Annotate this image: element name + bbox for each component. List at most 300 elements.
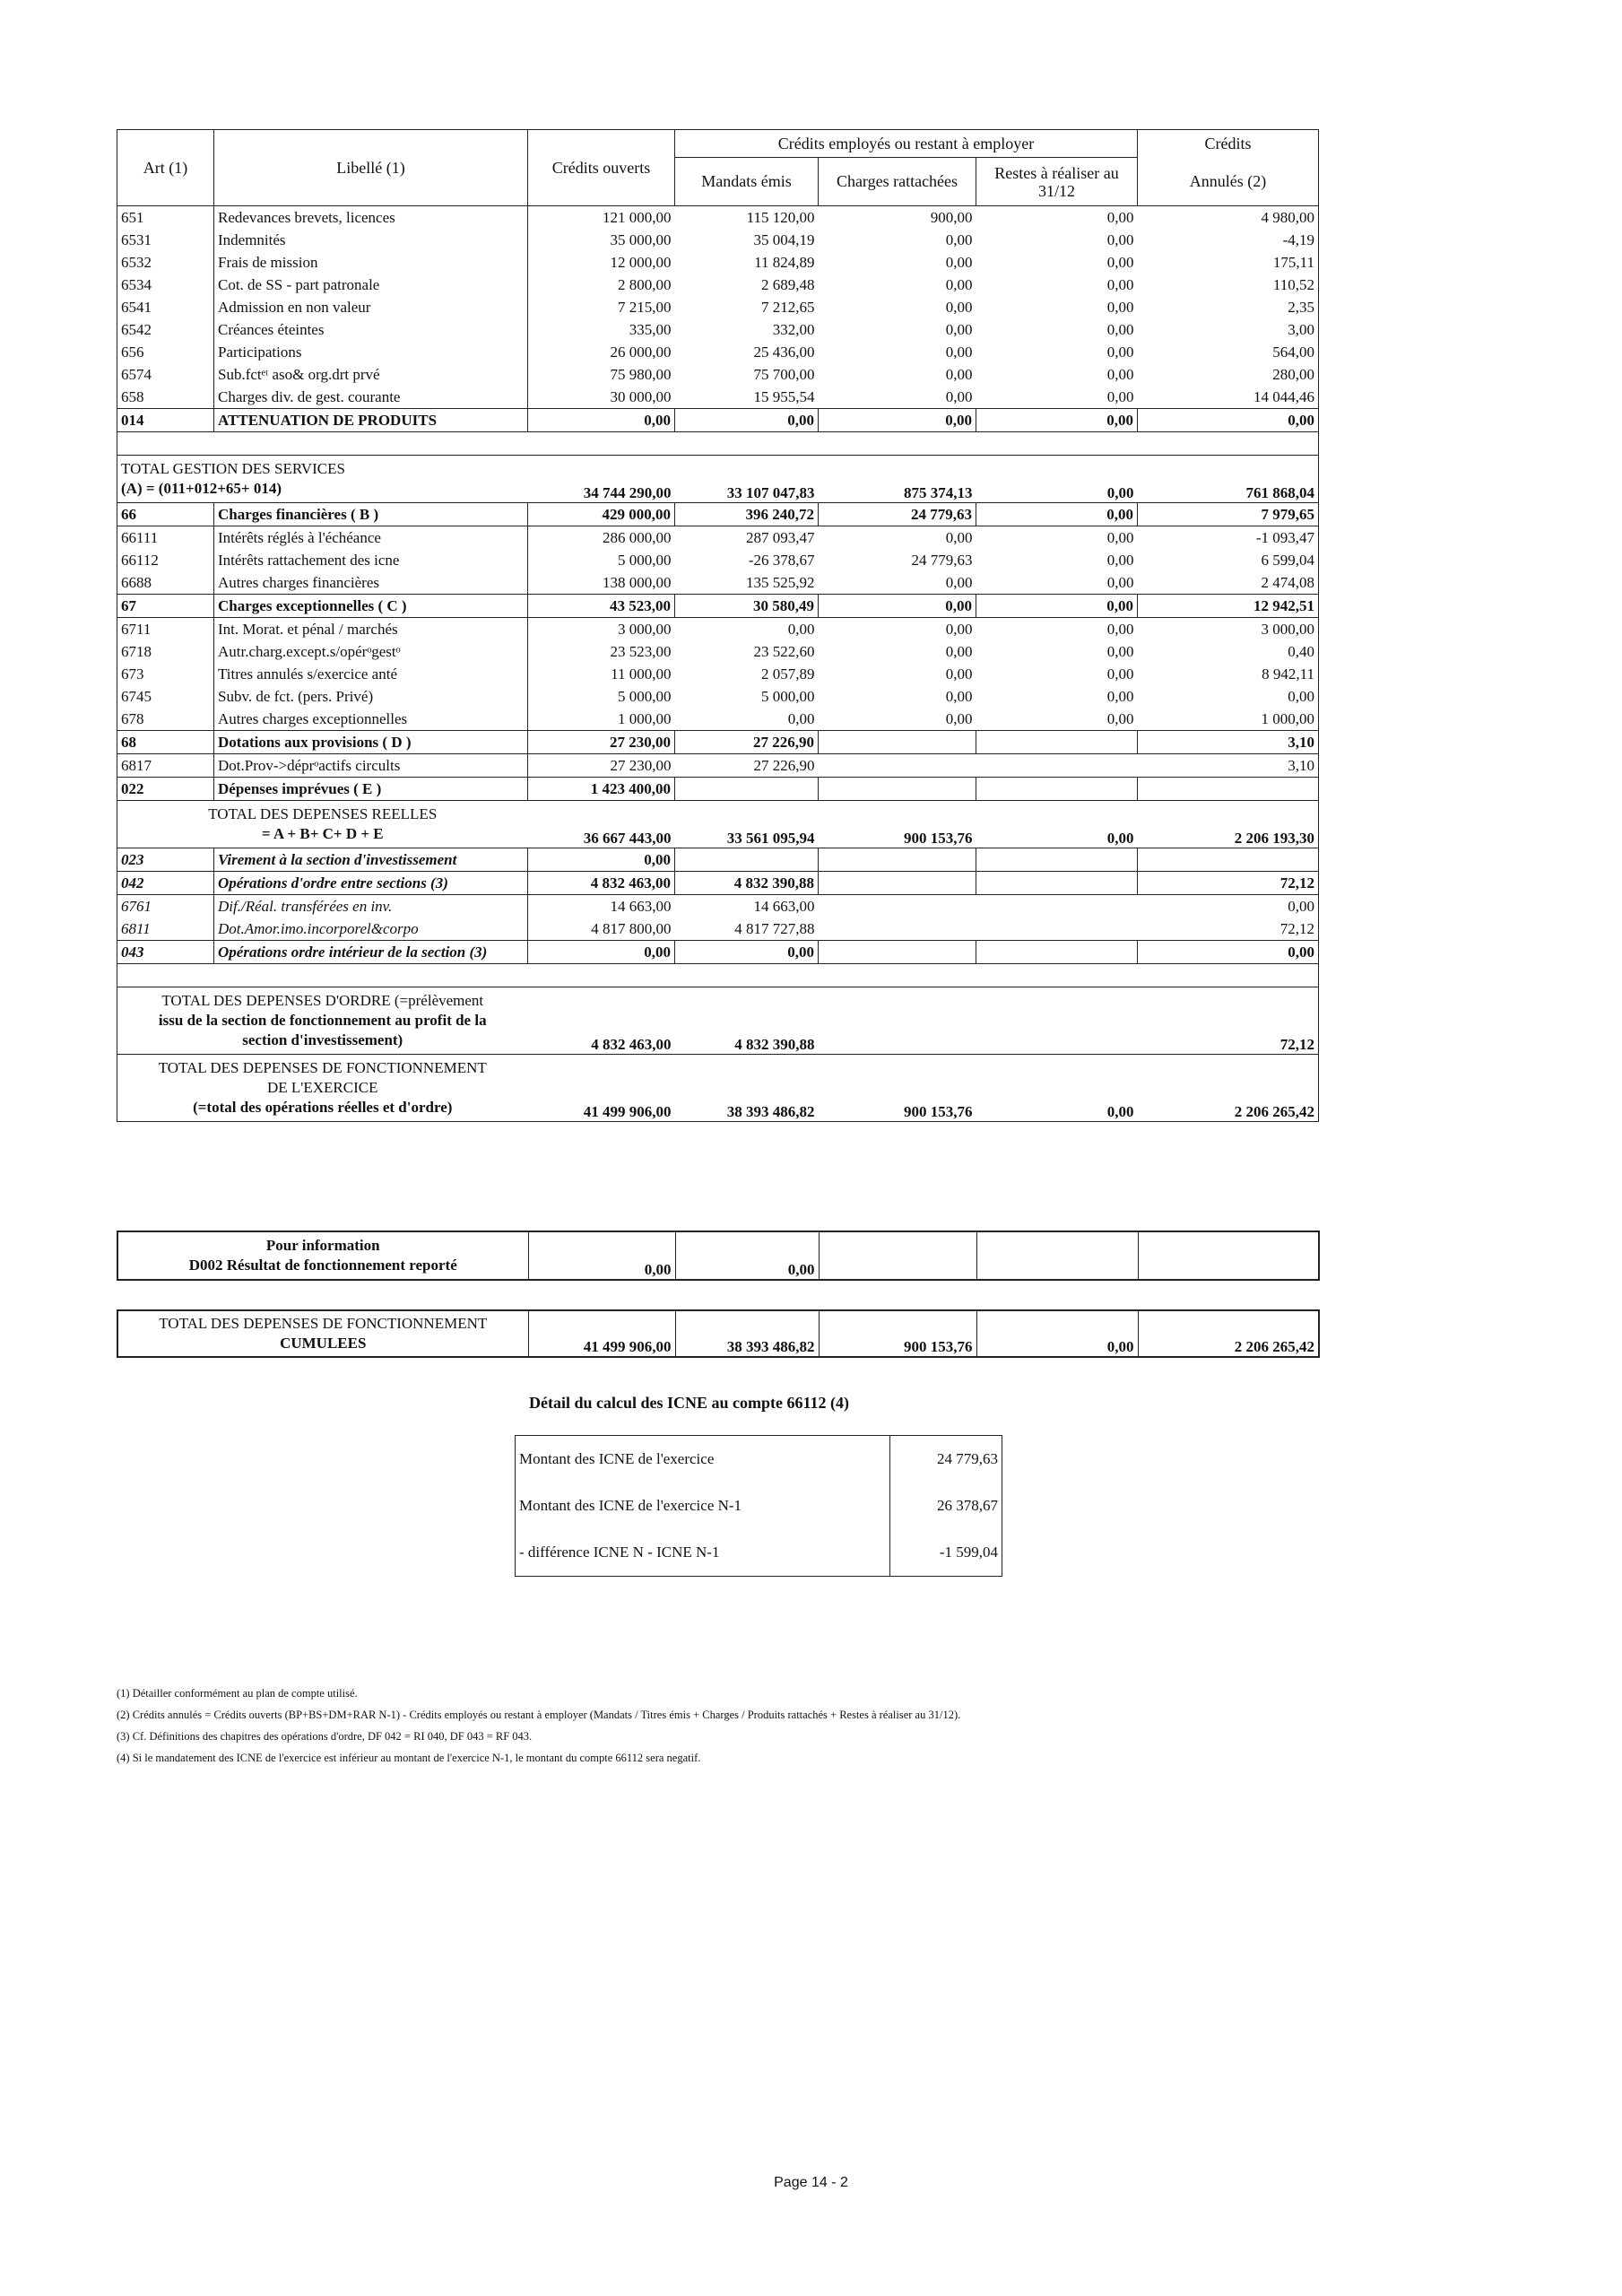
- cell-libelle: Int. Morat. et pénal / marchés: [214, 618, 528, 641]
- cell-credits-ouverts: 138 000,00: [528, 571, 675, 595]
- cell-charges: 0,00: [945, 621, 973, 638]
- table-row: [117, 229, 1319, 251]
- cell-restes: 0,00: [1106, 665, 1134, 683]
- total-label-line: TOTAL DES DEPENSES REELLES: [208, 805, 438, 822]
- cell-mandats: 0,00: [675, 941, 819, 964]
- cell-charges: 24 779,63: [819, 503, 976, 526]
- cell-art: 6541: [117, 296, 214, 318]
- cell-annules: 0,00: [1138, 895, 1319, 918]
- cell-art: 6811: [117, 918, 214, 941]
- cell-charges: 900 153,76: [819, 801, 976, 848]
- cell-mandats: 396 240,72: [675, 503, 819, 526]
- cell-libelle: Opérations ordre intérieur de la section (3): [214, 941, 528, 964]
- cell-art: 678: [117, 708, 214, 731]
- cell-credits-ouverts: 0,00: [528, 409, 675, 432]
- cell-annules: 2 474,08: [1138, 571, 1319, 595]
- cell-credits-ouverts: 35 000,00: [528, 229, 675, 251]
- cell-charges: [819, 731, 976, 754]
- cell-credits-ouverts: 1 423 400,00: [528, 778, 675, 801]
- total-label: [117, 456, 528, 503]
- total-row: [117, 1055, 1319, 1122]
- cell-annules: 3,10: [1138, 731, 1319, 754]
- cell-libelle: Autres charges exceptionnelles: [214, 708, 528, 731]
- icne-value: 26 378,67: [889, 1483, 1002, 1529]
- cell-restes: 0,00: [1106, 276, 1134, 293]
- cell-credits-ouverts: 429 000,00: [528, 503, 675, 526]
- cell-mandats: 4 832 390,88: [675, 987, 819, 1055]
- total-label-line: section d'investissement): [242, 1031, 403, 1048]
- cell-mandats: 14 663,00: [753, 898, 815, 915]
- cell-credits-ouverts: 0,00: [528, 941, 675, 964]
- cell-credits-ouverts: 41 499 906,00: [528, 1055, 675, 1122]
- spacer-row: [117, 964, 1319, 987]
- cell-restes: 0,00: [1106, 366, 1134, 383]
- cell-annules: 0,40: [1138, 640, 1319, 663]
- cell-restes: 0,00: [1106, 254, 1134, 271]
- footnotes: [117, 1683, 960, 1769]
- cell-restes: 0,00: [1106, 299, 1134, 316]
- cell-libelle: Opérations d'ordre entre sections (3): [214, 872, 528, 895]
- total-label-line: (A) = (011+012+65+ 014): [121, 480, 282, 497]
- cell-restes: [976, 941, 1138, 964]
- cell-credits-ouverts: 43 523,00: [528, 595, 675, 618]
- total-label: [117, 1055, 528, 1122]
- cell-restes: [976, 918, 1138, 941]
- cumul-annules: 2 206 265,42: [1138, 1310, 1319, 1357]
- cell-credits-ouverts: 4 832 463,00: [528, 987, 675, 1055]
- cell-credits-ouverts: 30 000,00: [528, 386, 675, 409]
- cell-art: 6711: [117, 618, 214, 641]
- total-label-line: = A + B+ C+ D + E: [261, 825, 384, 842]
- total-row: [117, 456, 1319, 503]
- cell-credits-ouverts: 121 000,00: [528, 206, 675, 230]
- icne-label: Montant des ICNE de l'exercice N-1: [519, 1497, 742, 1514]
- cell-annules: 1 000,00: [1138, 708, 1319, 731]
- cell-libelle: Dif./Réal. transférées en inv.: [214, 895, 528, 918]
- total-label-line: TOTAL DES DEPENSES DE FONCTIONNEMENT: [158, 1059, 487, 1076]
- table-row: [117, 274, 1319, 296]
- header-credits-employes: Crédits employés ou restant à employer: [675, 130, 1138, 158]
- cell-charges: 0,00: [945, 643, 973, 660]
- expenses-table: [117, 129, 1319, 1122]
- cell-annules: -4,19: [1138, 229, 1319, 251]
- cell-charges: 0,00: [819, 595, 976, 618]
- cell-annules: 175,11: [1138, 251, 1319, 274]
- table-row: [117, 386, 1319, 409]
- cell-art: 66111: [117, 526, 214, 550]
- cell-credits-ouverts: 2 800,00: [528, 274, 675, 296]
- icne-row: [516, 1436, 1002, 1483]
- cell-libelle: Titres annulés s/exercice anté: [214, 663, 528, 685]
- cell-credits-ouverts: 286 000,00: [528, 526, 675, 550]
- cell-art: 043: [117, 941, 214, 964]
- cell-credits-ouverts: 23 523,00: [528, 640, 675, 663]
- table-row: [117, 941, 1319, 964]
- cell-libelle: Dotations aux provisions ( D ): [214, 731, 528, 754]
- cell-mandats: 0,00: [675, 409, 819, 432]
- cell-art: 6761: [117, 895, 214, 918]
- cell-charges: 0,00: [945, 529, 973, 546]
- cell-restes: 0,00: [976, 801, 1138, 848]
- table-row: [117, 206, 1319, 230]
- cell-charges: 24 779,63: [911, 552, 973, 569]
- cell-charges: 900,00: [930, 209, 973, 226]
- cell-restes: [976, 872, 1138, 895]
- cell-annules: 72,12: [1138, 872, 1319, 895]
- table-row: [117, 571, 1319, 595]
- cell-restes: [976, 895, 1138, 918]
- cell-mandats: 33 107 047,83: [675, 456, 819, 503]
- cell-mandats: [675, 778, 819, 801]
- total-label: [117, 987, 528, 1055]
- cell-libelle: Autres charges financières: [214, 571, 528, 595]
- cell-libelle: Intérêts rattachement des icne: [214, 549, 528, 571]
- cell-libelle: Subv. de fct. (pers. Privé): [214, 685, 528, 708]
- cell-mandats: 4 817 727,88: [734, 920, 815, 937]
- info-credits-ouverts: 0,00: [528, 1231, 675, 1280]
- cell-credits-ouverts: 36 667 443,00: [528, 801, 675, 848]
- cell-annules: 4 980,00: [1138, 206, 1319, 230]
- cell-charges: 900 153,76: [819, 1055, 976, 1122]
- icne-table: [515, 1435, 1002, 1577]
- cell-restes: [976, 731, 1138, 754]
- total-label: [117, 801, 528, 848]
- cell-credits-ouverts: 27 230,00: [528, 754, 675, 778]
- cell-art: 042: [117, 872, 214, 895]
- table-row: [117, 918, 1319, 941]
- header-mandats: Mandats émis: [675, 158, 819, 206]
- cell-art: 66: [117, 503, 214, 526]
- cell-restes: 0,00: [1106, 388, 1134, 405]
- header-annules: Annulés (2): [1138, 158, 1319, 206]
- cell-credits-ouverts: 11 000,00: [528, 663, 675, 685]
- cumul-charges: 900 153,76: [819, 1310, 976, 1357]
- cell-art: 6745: [117, 685, 214, 708]
- cell-credits-ouverts: 12 000,00: [528, 251, 675, 274]
- table-row: [117, 872, 1319, 895]
- cell-mandats: 23 522,60: [753, 643, 815, 660]
- cell-art: 673: [117, 663, 214, 685]
- cell-charges: 0,00: [945, 299, 973, 316]
- cell-charges: [819, 754, 976, 778]
- cell-restes: 0,00: [1106, 643, 1134, 660]
- total-label-line: (=total des opérations réelles et d'ordre): [193, 1099, 453, 1116]
- cell-charges: 0,00: [945, 231, 973, 248]
- table-row: [117, 251, 1319, 274]
- table-row: [117, 526, 1319, 550]
- cell-annules: 0,00: [1138, 409, 1319, 432]
- cell-mandats: 2 057,89: [761, 665, 815, 683]
- cell-annules: 3 000,00: [1138, 618, 1319, 641]
- cell-credits-ouverts: 4 817 800,00: [528, 918, 675, 941]
- table-row: [117, 341, 1319, 363]
- cell-libelle: Charges div. de gest. courante: [214, 386, 528, 409]
- cell-restes: 0,00: [1106, 688, 1134, 705]
- cell-art: 023: [117, 848, 214, 872]
- cell-libelle: Charges financières ( B ): [214, 503, 528, 526]
- cell-libelle: Charges exceptionnelles ( C ): [214, 595, 528, 618]
- table-row: [117, 848, 1319, 872]
- cell-charges: [819, 987, 976, 1055]
- cell-restes: 0,00: [976, 409, 1138, 432]
- cell-annules: 8 942,11: [1138, 663, 1319, 685]
- cell-annules: 7 979,65: [1138, 503, 1319, 526]
- cell-libelle: Frais de mission: [214, 251, 528, 274]
- cell-libelle: Dot.Amor.imo.incorporel&corpo: [214, 918, 528, 941]
- spacer-cell: [117, 432, 1319, 456]
- cell-libelle: Participations: [214, 341, 528, 363]
- cell-mandats: 115 120,00: [746, 209, 815, 226]
- cell-restes: 0,00: [1106, 321, 1134, 338]
- cumul-restes: 0,00: [976, 1310, 1138, 1357]
- cell-libelle: Sub.fctᵉᵗ aso& org.drt prvé: [214, 363, 528, 386]
- cell-mandats: 2 689,48: [761, 276, 815, 293]
- cell-charges: [819, 778, 976, 801]
- cell-art: 68: [117, 731, 214, 754]
- cell-restes: [976, 987, 1138, 1055]
- cell-restes: 0,00: [976, 1055, 1138, 1122]
- cell-mandats: 135 525,92: [746, 574, 815, 591]
- cell-charges: [819, 872, 976, 895]
- table-row: [117, 549, 1319, 571]
- cell-art: 67: [117, 595, 214, 618]
- cell-art: 658: [117, 386, 214, 409]
- cell-annules: 6 599,04: [1138, 549, 1319, 571]
- cell-charges: 0,00: [945, 688, 973, 705]
- cell-art: 6574: [117, 363, 214, 386]
- total-label-line: issu de la section de fonctionnement au profit de la: [158, 1012, 487, 1029]
- cell-credits-ouverts: 14 663,00: [528, 895, 675, 918]
- cell-libelle: Dépenses imprévues ( E ): [214, 778, 528, 801]
- cell-annules: 3,10: [1138, 754, 1319, 778]
- cell-mandats: 287 093,47: [746, 529, 815, 546]
- cell-credits-ouverts: 0,00: [528, 848, 675, 872]
- cell-art: 656: [117, 341, 214, 363]
- cell-charges: [819, 848, 976, 872]
- header-credits-ouverts: Crédits ouverts: [528, 130, 675, 206]
- table-row: [117, 778, 1319, 801]
- cell-mandats: 11 824,89: [754, 254, 815, 271]
- cell-mandats: 332,00: [772, 321, 815, 338]
- header-credits: Crédits: [1138, 130, 1319, 158]
- cell-charges: 0,00: [945, 710, 973, 727]
- cell-annules: 72,12: [1138, 918, 1319, 941]
- cell-charges: 875 374,13: [819, 456, 976, 503]
- cell-charges: 0,00: [945, 276, 973, 293]
- cell-libelle: Cot. de SS - part patronale: [214, 274, 528, 296]
- cell-charges: 0,00: [945, 321, 973, 338]
- table-body: [117, 206, 1319, 1122]
- cumul-credits-ouverts: 41 499 906,00: [528, 1310, 675, 1357]
- cell-restes: 0,00: [1106, 710, 1134, 727]
- cell-annules: 0,00: [1138, 941, 1319, 964]
- cell-mandats: -26 378,67: [748, 552, 815, 569]
- info-label: D002 Résultat de fonctionnement reporté: [188, 1257, 457, 1274]
- cell-art: 66112: [117, 549, 214, 571]
- cell-restes: 0,00: [1106, 621, 1134, 638]
- info-mandats: 0,00: [675, 1231, 819, 1280]
- table-row: [117, 363, 1319, 386]
- cell-credits-ouverts: 5 000,00: [528, 685, 675, 708]
- header-art: Art (1): [117, 130, 214, 206]
- table-row: [117, 618, 1319, 641]
- cell-libelle: Créances éteintes: [214, 318, 528, 341]
- cell-restes: 0,00: [976, 456, 1138, 503]
- header-charges: Charges rattachées: [819, 158, 976, 206]
- cell-credits-ouverts: 27 230,00: [528, 731, 675, 754]
- cell-mandats: [675, 848, 819, 872]
- cumul-label-2: CUMULEES: [280, 1335, 367, 1352]
- cell-restes: 0,00: [1106, 231, 1134, 248]
- cell-credits-ouverts: 335,00: [528, 318, 675, 341]
- table-row: [117, 731, 1319, 754]
- cell-annules: -1 093,47: [1138, 526, 1319, 550]
- cell-annules: [1138, 848, 1319, 872]
- cell-libelle: Indemnités: [214, 229, 528, 251]
- cell-charges: 0,00: [945, 366, 973, 383]
- info-box: [117, 1231, 1320, 1281]
- cell-art: 6531: [117, 229, 214, 251]
- table-row: [117, 895, 1319, 918]
- cell-art: 6688: [117, 571, 214, 595]
- info-title: Pour information: [265, 1237, 380, 1254]
- cell-credits-ouverts: 26 000,00: [528, 341, 675, 363]
- cell-charges: [819, 918, 976, 941]
- cell-annules: 110,52: [1138, 274, 1319, 296]
- cell-annules: 2,35: [1138, 296, 1319, 318]
- header-restes: Restes à réaliser au 31/12: [976, 158, 1138, 206]
- cell-art: 6542: [117, 318, 214, 341]
- cell-annules: 564,00: [1138, 341, 1319, 363]
- icne-row: [516, 1529, 1002, 1577]
- cell-annules: 14 044,46: [1138, 386, 1319, 409]
- total-label-line: TOTAL DES DEPENSES D'ORDRE (=prélèvement: [161, 992, 484, 1009]
- cell-annules: 2 206 265,42: [1138, 1055, 1319, 1122]
- total-label-line: TOTAL GESTION DES SERVICES: [121, 460, 345, 477]
- icne-value: 24 779,63: [889, 1436, 1002, 1483]
- cell-restes: 0,00: [1106, 209, 1134, 226]
- cell-restes: 0,00: [976, 595, 1138, 618]
- cell-art: 014: [117, 409, 214, 432]
- cell-credits-ouverts: 34 744 290,00: [528, 456, 675, 503]
- icne-value: -1 599,04: [889, 1529, 1002, 1577]
- table-row: [117, 663, 1319, 685]
- total-row: [117, 987, 1319, 1055]
- spacer-cell: [117, 964, 1319, 987]
- cell-art: 022: [117, 778, 214, 801]
- cell-restes: [976, 778, 1138, 801]
- cell-credits-ouverts: 1 000,00: [528, 708, 675, 731]
- table-row: [117, 318, 1319, 341]
- cell-libelle: Dot.Prov->déprᵒactifs circults: [214, 754, 528, 778]
- cell-charges: [819, 895, 976, 918]
- cumul-mandats: 38 393 486,82: [675, 1310, 819, 1357]
- page-number: Page 14 - 2: [774, 2175, 848, 2190]
- cell-credits-ouverts: 75 980,00: [528, 363, 675, 386]
- cell-charges: 0,00: [945, 388, 973, 405]
- cell-annules: 3,00: [1138, 318, 1319, 341]
- cell-restes: 0,00: [976, 503, 1138, 526]
- table-row: [117, 685, 1319, 708]
- cell-annules: 0,00: [1138, 685, 1319, 708]
- footnote: (4) Si le mandatement des ICNE de l'exercice est inférieur au montant de l'exercice N-1, le montant du compte 66112 sera negatif.: [117, 1752, 701, 1764]
- header-libelle: Libellé (1): [214, 130, 528, 206]
- cell-credits-ouverts: 5 000,00: [528, 549, 675, 571]
- cell-annules: [1138, 778, 1319, 801]
- cell-mandats: 38 393 486,82: [675, 1055, 819, 1122]
- cell-libelle: Redevances brevets, licences: [214, 206, 528, 230]
- cumul-box: [117, 1309, 1320, 1358]
- cell-restes: 0,00: [1106, 574, 1134, 591]
- cell-mandats: 27 226,90: [753, 757, 815, 774]
- cell-restes: 0,00: [1106, 344, 1134, 361]
- cell-annules: 2 206 193,30: [1138, 801, 1319, 848]
- table-row: [117, 640, 1319, 663]
- total-label-line: DE L'EXERCICE: [267, 1079, 378, 1096]
- cell-mandats: 15 955,54: [753, 388, 815, 405]
- cell-charges: 0,00: [945, 665, 973, 683]
- table-row: [117, 296, 1319, 318]
- table-row: [117, 754, 1319, 778]
- cell-art: 6817: [117, 754, 214, 778]
- cell-mandats: 75 700,00: [753, 366, 815, 383]
- cell-annules: 280,00: [1138, 363, 1319, 386]
- cell-mandats: 25 436,00: [753, 344, 815, 361]
- cell-art: 651: [117, 206, 214, 230]
- cell-mandats: 5 000,00: [761, 688, 815, 705]
- table-row: [117, 595, 1319, 618]
- cell-annules: 12 942,51: [1138, 595, 1319, 618]
- icne-label: - différence ICNE N - ICNE N-1: [519, 1544, 720, 1561]
- cell-mandats: 0,00: [787, 710, 815, 727]
- cell-art: 6718: [117, 640, 214, 663]
- cell-credits-ouverts: 3 000,00: [528, 618, 675, 641]
- cell-art: 6532: [117, 251, 214, 274]
- cell-libelle: ATTENUATION DE PRODUITS: [214, 409, 528, 432]
- cell-mandats: 7 212,65: [761, 299, 815, 316]
- cell-mandats: 33 561 095,94: [675, 801, 819, 848]
- footnote: (2) Crédits annulés = Crédits ouverts (BP+BS+DM+RAR N-1) - Crédits employés ou restant à employer (Mandats / Titres émis + Charges / Produits rattachés + Restes à réaliser au 31/12).: [117, 1709, 961, 1721]
- cell-restes: [976, 754, 1138, 778]
- cell-mandats: 27 226,90: [675, 731, 819, 754]
- cell-charges: [819, 941, 976, 964]
- icne-label: Montant des ICNE de l'exercice: [519, 1450, 715, 1467]
- cumul-label-1: TOTAL DES DEPENSES DE FONCTIONNEMENT: [159, 1315, 488, 1332]
- cell-annules: 72,12: [1138, 987, 1319, 1055]
- footnote: (3) Cf. Définitions des chapitres des opérations d'ordre, DF 042 = RI 040, DF 043 = RF 043.: [117, 1730, 533, 1743]
- cell-charges: 0,00: [819, 409, 976, 432]
- cell-libelle: Admission en non valeur: [214, 296, 528, 318]
- cell-charges: 0,00: [945, 344, 973, 361]
- cell-mandats: 4 832 390,88: [675, 872, 819, 895]
- cell-mandats: 35 004,19: [753, 231, 815, 248]
- footnote: (1) Détailler conformément au plan de compte utilisé.: [117, 1687, 358, 1700]
- total-row: [117, 801, 1319, 848]
- spacer-row: [117, 432, 1319, 456]
- table-row: [117, 503, 1319, 526]
- cell-libelle: Intérêts réglés à l'échéance: [214, 526, 528, 550]
- cell-restes: 0,00: [1106, 552, 1134, 569]
- cell-annules: 761 868,04: [1138, 456, 1319, 503]
- cell-libelle: Autr.charg.except.s/opérᵒgestᵒ: [214, 640, 528, 663]
- cell-mandats: 0,00: [787, 621, 815, 638]
- icne-row: [516, 1483, 1002, 1529]
- cell-credits-ouverts: 7 215,00: [528, 296, 675, 318]
- cell-libelle: Virement à la section d'investissement: [214, 848, 528, 872]
- cell-art: 6534: [117, 274, 214, 296]
- table-row: [117, 708, 1319, 731]
- cell-mandats: 30 580,49: [675, 595, 819, 618]
